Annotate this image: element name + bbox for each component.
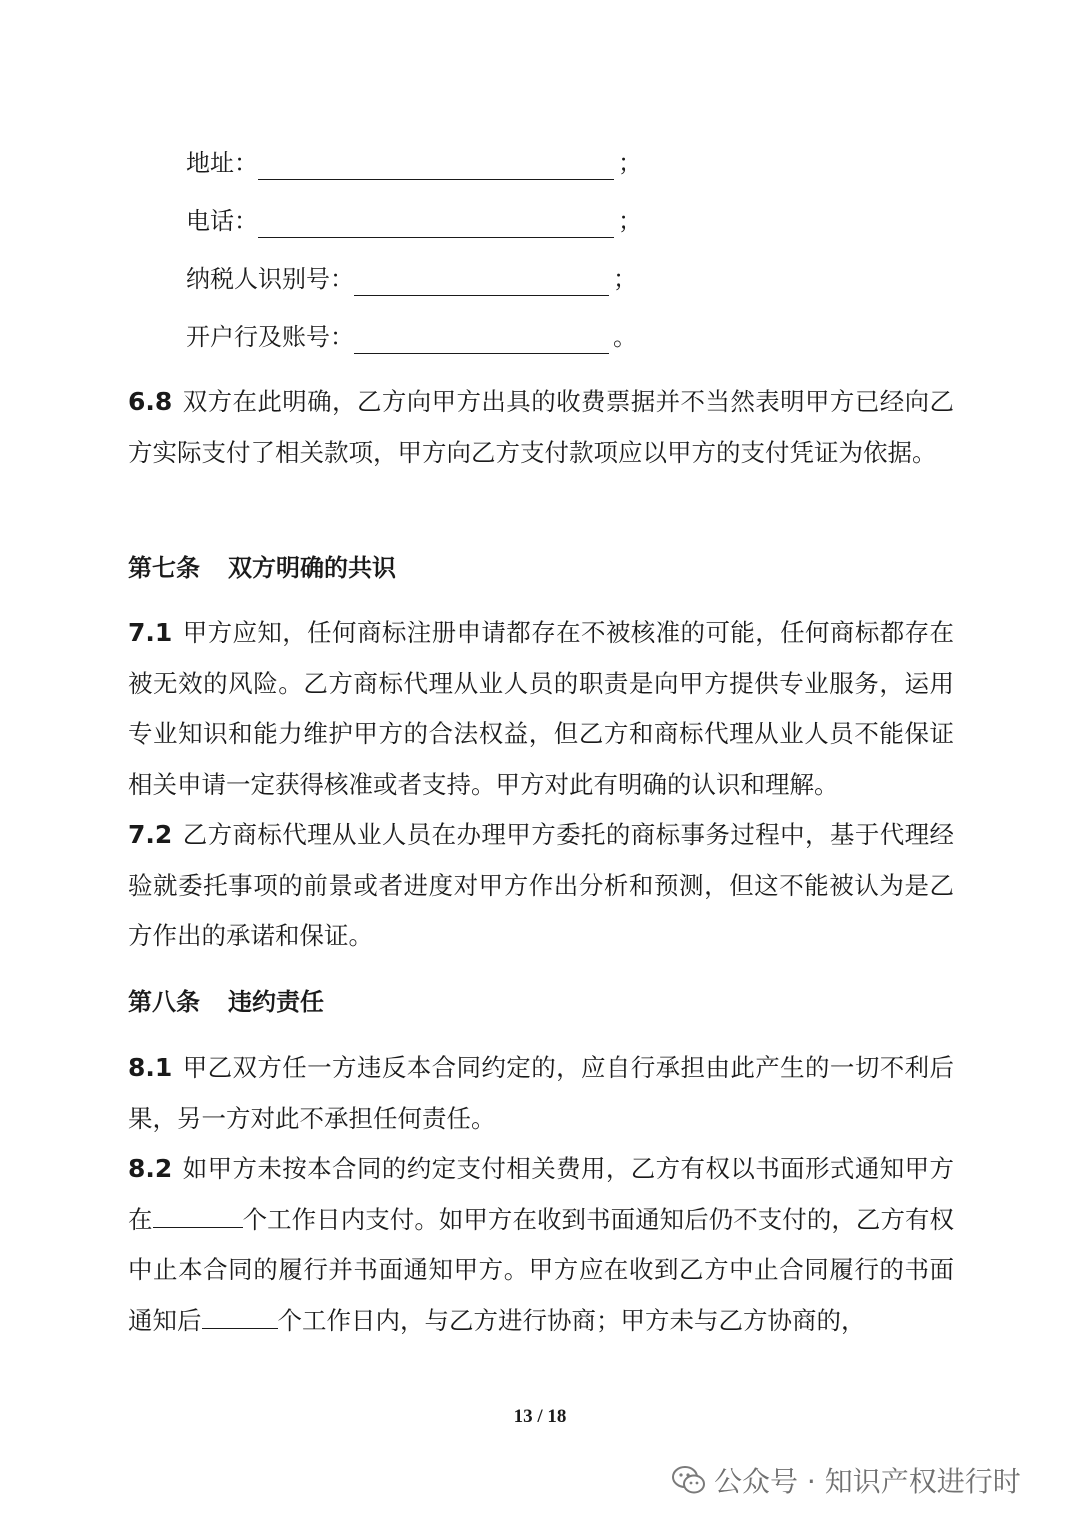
wechat-icon [672, 1465, 706, 1495]
article-8-title: 违约责任 [228, 987, 324, 1016]
clause-8-1-text: 甲乙双方任一方违反本合同约定的，应自行承担由此产生的一切不利后果，另一方对此不承担任何责任。 [128, 1053, 954, 1133]
clause-7-1 [128, 608, 954, 810]
clause-8-1 [128, 1043, 954, 1144]
article-7-title: 双方明确的共识 [228, 553, 396, 582]
bank-account-blank [354, 317, 609, 354]
phone-field [186, 201, 642, 241]
days-blank-1 [153, 1199, 243, 1228]
clause-8-1-number: 8.1 [128, 1053, 173, 1082]
bank-account-label: 开户行及账号： [186, 323, 354, 351]
page-number: 13 / 18 [513, 1406, 567, 1427]
address-blank [258, 143, 614, 180]
taxpayer-id-field [186, 259, 637, 299]
phone-blank [258, 201, 614, 238]
taxpayer-id-end-mark: ； [613, 265, 637, 293]
bank-account-end-mark: 。 [613, 323, 637, 351]
clause-8-2-text-3: 个工作日内，与乙方进行协商；甲方未与乙方协商的， [277, 1305, 866, 1335]
article-8-heading [128, 982, 324, 1022]
clause-8-2-number: 8.2 [128, 1154, 173, 1183]
clause-7-1-text: 甲方应知，任何商标注册申请都存在不被核准的可能，任何商标都存在被无效的风险。乙方商标代理从业人员的职责是向甲方提供专业服务，运用专业知识和能力维护甲方的合法权益，但乙方和商标代理从业人员不能保证相关申请一定获得核准或者支持。甲方对此有明确的认识和理解。 [128, 618, 954, 799]
clause-6-8-number: 6.8 [128, 387, 173, 416]
clause-8-2-text-1: 如甲方未按本合同的约定支付相关费用，乙方有权以书面形式通知甲方在 [128, 1154, 954, 1234]
phone-end-mark: ； [618, 207, 642, 235]
bank-account-field [186, 317, 637, 357]
clause-7-2-number: 7.2 [128, 820, 173, 849]
phone-label: 电话： [186, 207, 258, 235]
watermark-text: 公众号 · 知识产权进行时 [714, 1465, 1021, 1498]
article-8-label: 第八条 [128, 987, 200, 1016]
clause-7-2 [128, 810, 954, 962]
clause-8-2 [128, 1144, 954, 1346]
address-end-mark: ； [618, 149, 642, 177]
days-blank-2 [202, 1300, 278, 1329]
article-7-label: 第七条 [128, 553, 200, 582]
clause-7-2-text: 乙方商标代理从业人员在办理甲方委托的商标事务过程中，基于代理经验就委托事项的前景或者进度对甲方作出分析和预测，但这不能被认为是乙方作出的承诺和保证。 [128, 820, 954, 950]
address-field [186, 143, 642, 183]
watermark [672, 1458, 1021, 1502]
clause-6-8 [128, 377, 954, 478]
clause-7-1-number: 7.1 [128, 618, 173, 647]
clause-8-2-text-2: 个工作日内支付。如甲方在收到书面通知后仍不支付的，乙方有权中止本合同的履行并书面通知甲方。甲方应在收到乙方中止合同履行的书面通知后 [128, 1204, 955, 1335]
article-7-heading [128, 548, 396, 588]
clause-6-8-text: 双方在此明确，乙方向甲方出具的收费票据并不当然表明甲方已经向乙方实际支付了相关款项，甲方向乙方支付款项应以甲方的支付凭证为依据。 [128, 387, 954, 467]
taxpayer-id-blank [354, 259, 609, 296]
taxpayer-id-label: 纳税人识别号： [186, 265, 354, 293]
address-label: 地址： [186, 149, 258, 177]
